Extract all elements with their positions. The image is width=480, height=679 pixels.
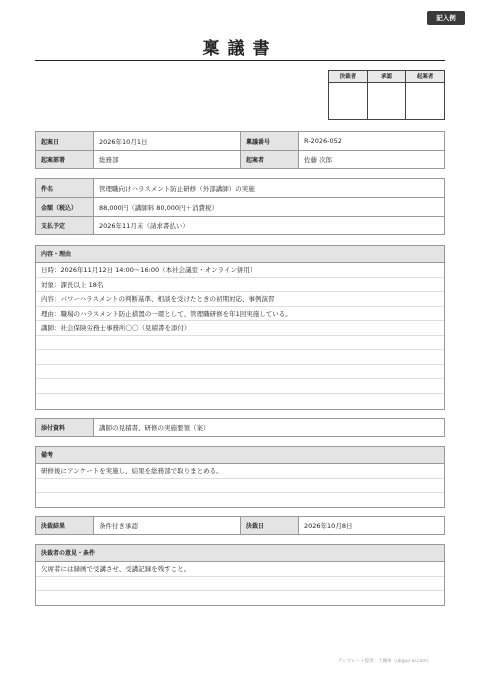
content-line[interactable]: 対象：課長以上 18名 — [36, 278, 444, 293]
subject-row — [35, 178, 445, 197]
opinion-line[interactable]: 欠席者には録画で受講させ、受講記録を残すこと。 — [36, 562, 444, 577]
number-label: 稟議番号 — [241, 132, 299, 150]
number-value[interactable]: R-2026-052 — [304, 137, 342, 145]
attachments-row — [35, 418, 445, 437]
subject-label: 件名 — [36, 179, 94, 197]
draft-date-value[interactable]: 2026年10月1日 — [94, 132, 241, 150]
remarks-section — [35, 446, 445, 508]
opinion-label: 決裁者の意見・条件 — [36, 545, 444, 562]
remarks-label: 備考 — [36, 447, 444, 464]
content-line[interactable] — [36, 394, 444, 409]
opinion-line[interactable] — [36, 577, 444, 592]
decision-result-value[interactable]: 条件付き承認 — [94, 517, 241, 534]
content-line[interactable] — [36, 350, 444, 365]
decision-date-value[interactable]: 2026年10月8日 — [304, 522, 353, 530]
opinion-line[interactable] — [36, 591, 444, 606]
page-title: 稟議書 — [202, 39, 278, 59]
content-line[interactable]: 内容：パワーハラスメントの判断基準、相談を受けたときの初期対応、事例演習 — [36, 292, 444, 307]
content-line[interactable]: 理由：職場のハラスメント防止措置の一環として、管理職研修を年1回実施している。 — [36, 307, 444, 322]
template-credit: テンプレート提供：土鍋AI（ubgyo-ai.com） — [338, 659, 432, 664]
info-row-2 — [35, 150, 445, 169]
decision-row — [35, 516, 445, 535]
content-label: 内容・理由 — [36, 246, 444, 263]
remarks-line[interactable] — [36, 479, 444, 494]
amount-row — [35, 197, 445, 216]
content-section — [35, 245, 445, 410]
stamp-approval-box[interactable] — [368, 83, 406, 119]
amount-label: 金額（税込） — [36, 198, 94, 216]
payment-value[interactable]: 2026年11月末（請求書払い） — [99, 222, 189, 230]
opinion-section — [35, 544, 445, 606]
stamp-drafter-label: 起案者 — [406, 71, 444, 83]
stamp-approval-label: 承認 — [368, 71, 406, 83]
content-line[interactable] — [36, 336, 444, 351]
drafter-value[interactable]: 佐藤 次郎 — [304, 156, 333, 164]
subject-value[interactable]: 管理職向けハラスメント防止研修（外部講師）の実施 — [99, 184, 255, 193]
decision-date-label: 決裁日 — [241, 517, 299, 534]
info-row-1 — [35, 131, 445, 150]
content-line[interactable] — [36, 365, 444, 380]
decision-result-label: 決裁結果 — [36, 517, 94, 534]
stamp-drafter-box[interactable] — [406, 83, 444, 119]
stamp-decider-box[interactable] — [329, 83, 367, 119]
remarks-line[interactable] — [36, 493, 444, 508]
example-badge: 記入例 — [427, 11, 465, 25]
content-line[interactable]: 講師：社会保険労務士事務所〇〇（見積書を添付） — [36, 321, 444, 336]
stamp-decider-label: 決裁者 — [329, 71, 367, 83]
draft-date-label: 起案日 — [36, 132, 94, 150]
stamp-drafter — [406, 71, 444, 119]
content-line[interactable] — [36, 379, 444, 394]
attachments-label: 添付資料 — [36, 419, 94, 436]
attachments-value[interactable]: 講師の見積書、研修の実施要領（案） — [99, 424, 210, 432]
dept-value[interactable]: 総務部 — [94, 151, 241, 168]
dept-label: 起案部署 — [36, 151, 94, 168]
stamp-approval — [368, 71, 407, 119]
stamp-decider — [329, 71, 368, 119]
payment-row — [35, 216, 445, 235]
drafter-label: 起案者 — [241, 151, 299, 168]
content-line[interactable]: 日時：2026年11月12日 14:00〜16:00（本社会議室・オンライン併用） — [36, 263, 444, 278]
title-underline — [35, 60, 445, 61]
approval-stamp-table — [328, 70, 445, 120]
payment-label: 支払予定 — [36, 217, 94, 234]
amount-value[interactable]: 88,000円（講師料 80,000円＋消費税） — [99, 203, 219, 212]
remarks-line[interactable]: 研修後にアンケートを実施し、結果を総務部で取りまとめる。 — [36, 464, 444, 479]
